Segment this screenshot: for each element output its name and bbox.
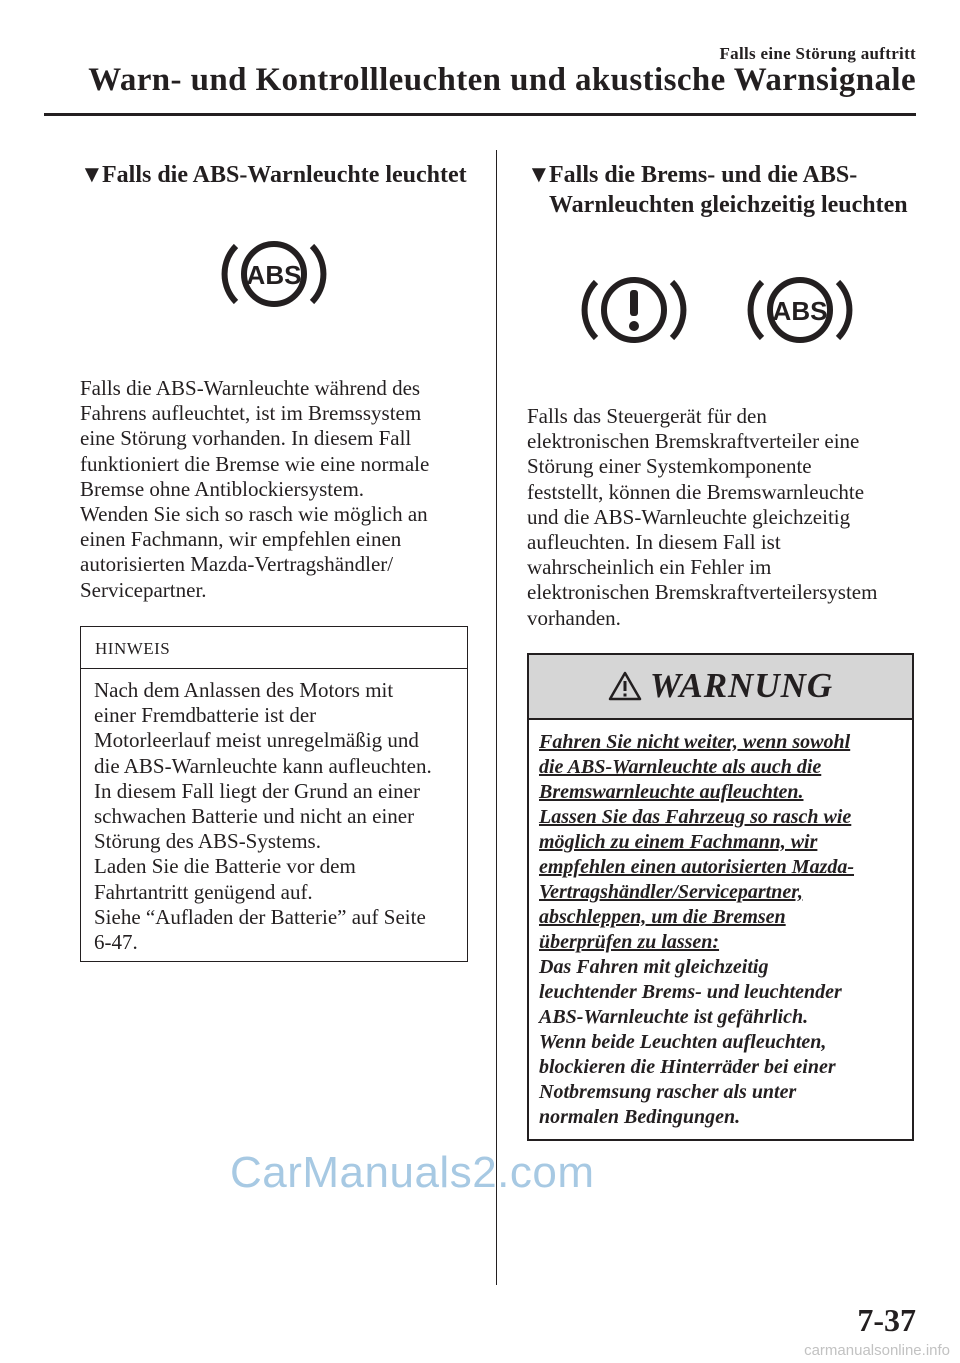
note-line: Nach dem Anlassen des Motors mit	[94, 678, 394, 702]
right-body-text	[527, 404, 927, 631]
left-section-heading	[80, 160, 467, 190]
warning-underlined-line: Fahren Sie nicht weiter, wenn sowohl	[539, 731, 851, 753]
warning-triangle-icon	[608, 671, 642, 701]
warning-line: Das Fahren mit gleichzeitig	[539, 956, 769, 978]
right-body-line: und die ABS-Warnleuchte gleichzeitig	[527, 504, 851, 529]
warning-line: leuchtender Brems- und leuchtender	[539, 981, 842, 1003]
warning-line: blockieren die Hinterräder bei einer	[539, 1056, 836, 1078]
right-body-line: elektronischen Bremskraftverteiler eine	[527, 429, 860, 454]
warning-underlined-line: Lassen Sie das Fahrzeug so rasch wie	[539, 806, 852, 828]
left-body-line: Wenden Sie sich so rasch wie möglich an	[80, 502, 428, 527]
note-line: Fahrtantritt genügend auf.	[94, 879, 313, 904]
triangle-bullet-icon: ▼	[527, 162, 551, 188]
left-body-line: autorisierten Mazda-Vertragshändler/	[80, 552, 394, 577]
warning-underlined-line: empfehlen einen autorisierten Mazda-	[539, 856, 855, 878]
right-section-heading	[527, 160, 908, 220]
left-body-line: Fahrens aufleuchtet, ist im Bremssystem	[80, 401, 422, 426]
left-body-line: eine Störung vorhanden. In diesem Fall	[80, 426, 412, 451]
note-title: HINWEIS	[81, 627, 467, 669]
warning-line: ABS-Warnleuchte ist gefährlich.	[539, 1006, 809, 1028]
footer-watermark: carmanualsonline.info	[804, 1342, 950, 1359]
abs-warning-icon	[744, 268, 856, 352]
right-body-line: vorhanden.	[527, 605, 621, 630]
note-body	[81, 669, 467, 955]
warning-underlined-line: Bremswarnleuchte aufleuchten.	[539, 781, 804, 803]
note-line: In diesem Fall liegt der Grund an einer	[94, 778, 420, 803]
left-heading-text: Falls die ABS-Warnleuchte leuchtet	[102, 162, 467, 188]
column-divider	[496, 150, 497, 1285]
header-rule	[44, 113, 916, 116]
left-body-line: Servicepartner.	[80, 577, 207, 602]
triangle-bullet-icon: ▼	[80, 162, 104, 188]
note-line: Motorleerlauf meist unregelmäßig und	[94, 728, 419, 753]
note-box	[80, 626, 468, 962]
note-line: 6-47.	[94, 930, 138, 955]
right-body-line: Störung einer Systemkomponente	[527, 454, 812, 479]
right-body-line: elektronischen Bremskraftverteilersystem	[527, 580, 878, 605]
warning-underlined-line: Vertragshändler/Servicepartner,	[539, 881, 803, 903]
warning-underlined-line: die ABS-Warnleuchte als auch die	[539, 756, 822, 778]
page-number: 7-37	[857, 1302, 916, 1338]
right-body-line: Falls das Steuergerät für den	[527, 404, 767, 428]
abs-icon-label: ABS	[772, 296, 828, 326]
note-line: Siehe “Aufladen der Batterie” auf Seite	[94, 904, 426, 929]
warning-underlined-line: möglich zu einem Fachmann, wir	[539, 831, 818, 853]
note-line: Störung des ABS-Systems.	[94, 829, 321, 854]
abs-warning-icon	[218, 232, 330, 316]
running-header-title: Warn- und Kontrollleuchten und akustische Warnsignale	[88, 62, 916, 98]
right-heading-line2: Warnleuchten gleichzeitig leuchten	[549, 192, 908, 218]
note-line: Laden Sie die Batterie vor dem	[94, 854, 356, 879]
left-body-text	[80, 376, 480, 603]
left-body-line: Falls die ABS-Warnleuchte während des	[80, 376, 421, 400]
warning-line: Wenn beide Leuchten aufleuchten,	[539, 1031, 827, 1053]
right-body-line: wahrscheinlich ein Fehler im	[527, 555, 772, 580]
warning-header	[529, 655, 912, 720]
left-body-line: einen Fachmann, wir empfehlen einen	[80, 527, 402, 552]
right-body-line: aufleuchten. In diesem Fall ist	[527, 530, 781, 555]
abs-icon-label: ABS	[246, 260, 302, 290]
warning-underlined-line: abschleppen, um die Bremsen	[539, 906, 786, 928]
right-heading-line1: Falls die Brems- und die ABS-	[549, 162, 858, 188]
right-body-line: feststellt, können die Bremswarnleuchte	[527, 479, 865, 504]
warning-line: Notbremsung rascher als unter	[539, 1081, 797, 1103]
note-line: schwachen Batterie und nicht an einer	[94, 804, 415, 829]
note-line: einer Fremdbatterie ist der	[94, 703, 317, 728]
note-line: die ABS-Warnleuchte kann aufleuchten.	[94, 753, 432, 778]
warning-body	[529, 720, 912, 1130]
left-body-line: funktioniert die Bremse wie eine normale	[80, 451, 430, 476]
brake-warning-icon	[578, 268, 690, 352]
running-header-section: Falls eine Störung auftritt	[719, 44, 916, 63]
watermark-logo: CarManuals2.com	[230, 1148, 595, 1197]
left-body-line: Bremse ohne Antiblockiersystem.	[80, 476, 365, 501]
warning-underlined-line: überprüfen zu lassen:	[539, 931, 720, 953]
warning-box	[527, 653, 914, 1141]
warning-title: WARNUNG	[649, 666, 834, 705]
warning-line: normalen Bedingungen.	[539, 1106, 741, 1128]
